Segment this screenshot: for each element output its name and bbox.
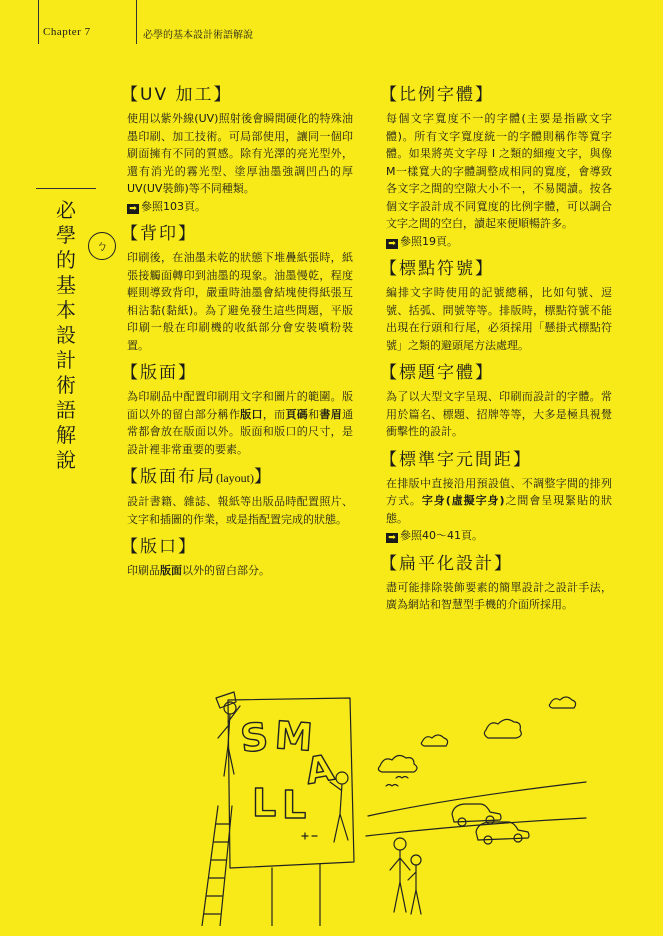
arrow-right-icon: ➡ — [386, 239, 398, 249]
cloud — [484, 719, 521, 738]
glossary-entry — [121, 362, 354, 458]
entry-definition: 盡可能排除裝飾要素的簡單設計之設計手法，廣為網站和智慧型手機的介面所採用。 — [386, 580, 612, 611]
entry-definition: 編排文字時使用的記號總稱，比如句號、逗號、括弧、問號等等。排版時，標點符號不能出現在行頭和行尾，必須採用「懸掛式標點符號」之類的避頭尾方法處理。 — [386, 286, 612, 352]
entry-definition: 在排版中直接沿用預設值、不調整字間的排列方式。字身(虛擬字身)之間會呈現緊貼的狀態。 — [386, 476, 613, 525]
entry-term: 【版面布局(layout)】 — [121, 467, 273, 487]
arrow-right-icon: ➡ — [386, 533, 398, 543]
entry-term: 【背印】 — [121, 224, 197, 244]
entry-term: 【比例字體】 — [380, 85, 494, 105]
glossary-entry — [380, 449, 613, 545]
billboard-illustration — [190, 686, 590, 926]
entry-term: 【標點符號】 — [380, 259, 494, 279]
header-divider — [38, 0, 39, 44]
entry-term: 【版口】 — [121, 537, 197, 557]
entry-term: 【版面】 — [121, 363, 197, 383]
glossary-entry — [380, 84, 612, 250]
painter-figure — [336, 772, 348, 784]
chapter-label: Chapter 7 — [43, 26, 91, 38]
birds — [386, 777, 408, 787]
glossary-entry — [380, 258, 612, 354]
sidebar-title: 必學的基本設計術語解說 — [56, 198, 76, 472]
glossary-entry — [121, 223, 353, 354]
sign-letter: L — [252, 781, 277, 825]
entry-term: 【UV 加工】 — [121, 85, 233, 105]
sign-letter: L — [282, 783, 307, 827]
child-figure — [394, 838, 406, 850]
entry-definition: 為了以大型文字呈現、印刷而設計的字體。常用於篇名、標題、招牌等等，大多是極具視覺衝擊性的設計。 — [386, 390, 612, 438]
page-reference: ➡ 參照40～41頁。 — [386, 527, 612, 545]
page-reference: ➡ 參照103頁。 — [127, 198, 353, 216]
sign-letter: S — [238, 714, 271, 761]
right-column — [380, 84, 613, 622]
entry-definition: 設計書籍、雜誌、報紙等出版品時配置照片、文字和插圖的作業，或是指配置完成的狀態。 — [127, 495, 353, 526]
cloud — [421, 735, 447, 746]
entry-term: 【標準字元間距】 — [380, 449, 532, 470]
billboard-posts — [272, 864, 320, 926]
ants — [302, 833, 317, 839]
road — [366, 782, 586, 836]
glossary-entry — [121, 466, 353, 528]
sidebar-rule — [36, 188, 96, 189]
glossary-entry — [121, 536, 353, 580]
letter-badge: ㄅ — [88, 232, 116, 260]
cloud — [549, 697, 575, 708]
entry-term: 【標題字體】 — [380, 363, 494, 383]
cloud — [378, 755, 417, 772]
child-figure — [411, 855, 421, 865]
arrow-right-icon: ➡ — [127, 204, 139, 214]
entry-definition: 印刷後，在油墨未乾的狀態下堆疊紙張時，紙張接觸面轉印到油墨的現象。油墨慢乾，程度輕則導致背印，嚴重時油墨會結塊使得紙張互相沾黏(黏紙)。為了避免發生這些問題，平版印刷一般在印刷機的收紙部分會安裝噴粉裝置。 — [127, 251, 353, 352]
entry-definition: 印刷品版面以外的留白部分。 — [127, 564, 270, 577]
entry-term: 【扁平化設計】 — [380, 553, 513, 574]
glossary-entry — [380, 362, 612, 441]
glossary-entry — [121, 84, 353, 215]
left-column — [121, 84, 354, 588]
entry-definition: 使用以紫外線(UV)照射後會瞬間硬化的特殊油墨印刷、加工技術。可局部使用，讓同一個印刷面擁有不同的質感。除有光澤的亮光型外，還有消光的霧光型、塗厚油墨強調凹凸的厚 UV(UV裝飾)等不同種類。 — [127, 112, 353, 195]
sign-letter: A — [302, 747, 338, 793]
header-divider — [136, 0, 137, 44]
entry-definition: 為印刷品中配置印刷用文字和圖片的範圍。版面以外的留白部分稱作版口，而頁碼和書眉通常都會放在版面以外。版面和版口的尺寸，是設計裡非常重要的要素。 — [127, 390, 354, 456]
running-title: 必學的基本設計術語解說 — [143, 30, 253, 41]
page-header — [0, 0, 663, 44]
page-reference: ➡ 參照19頁。 — [386, 233, 612, 251]
sign-letter: M — [273, 713, 315, 760]
glossary-entry — [380, 553, 612, 614]
entry-definition: 每個文字寬度不一的字體(主要是指歐文字體)。所有文字寬度統一的字體則稱作等寬字體。如果將英文字母 I 之類的細瘦文字，與像M一樣寬大的字體調整成相同的寬度，會導致各文字之間的空隙大小不一，不易閱讀。按各個文字設計成不同寬度的比例字體，可以調合文字之間的空白，讀起來便順暢許多。 — [386, 112, 612, 230]
